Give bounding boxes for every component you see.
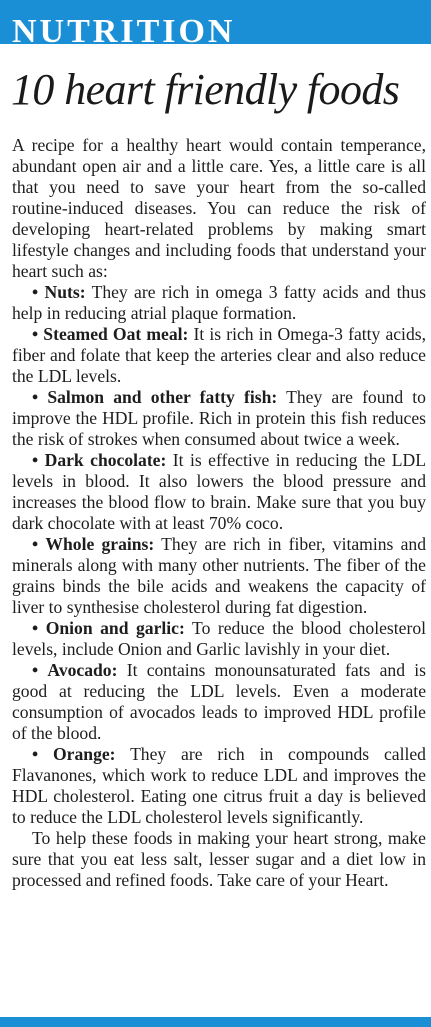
food-item-dark-chocolate — [12, 450, 426, 534]
food-item-title: Onion and garlic: — [45, 618, 185, 638]
section-label: NUTRITION — [12, 13, 236, 44]
food-item-title: Steamed Oat meal: — [43, 324, 189, 344]
food-item-title: Avocado: — [47, 660, 118, 680]
food-item-text: It contains monounsaturated fats and is good at reducing the LDL levels. Even a moderate consumption of avocados leads to improved HDL profile of the blood. — [12, 660, 426, 743]
bullet-icon: • — [32, 618, 39, 638]
food-item-oat-meal — [12, 324, 426, 387]
food-item-nuts — [12, 282, 426, 324]
bullet-icon: • — [32, 324, 39, 344]
section-header-bar — [0, 0, 431, 44]
bullet-icon: • — [32, 744, 39, 764]
food-item-text: They are rich in compounds called Flavanones, which work to reduce LDL and improves the HDL cholesterol. Eating one citrus fruit a day is believed to reduce the LDL cholesterol levels significantly. — [12, 744, 426, 827]
bullet-icon: • — [32, 534, 39, 554]
bullet-icon: • — [32, 660, 39, 680]
food-item-text: They are rich in fiber, vitamins and minerals along with many other nutrients. The fiber of the grains binds the bile acids and weakens the capacity of liver to synthesise cholesterol during fat digestion. — [12, 534, 426, 617]
food-item-title: Dark chocolate: — [44, 450, 167, 470]
article-intro: A recipe for a healthy heart would contain temperance, abundant open air and a little care. Yes, a little care is all that you need to save your heart from the so-called routine-induced diseases. You can reduce the risk of developing heart-related problems by making smart lifestyle changes and including foods that understand your heart such as: — [12, 135, 426, 281]
food-item-onion-garlic — [12, 618, 426, 660]
food-item-title: Salmon and other fatty fish: — [47, 387, 278, 407]
food-item-fatty-fish — [12, 387, 426, 450]
food-item-text: They are found to improve the HDL profile. Rich in protein this fish reduces the risk of strokes when consumed about twice a week. — [12, 387, 426, 449]
food-item-title: Orange: — [53, 744, 116, 764]
food-item-orange — [12, 744, 426, 828]
food-item-title: Nuts: — [44, 282, 86, 302]
bullet-icon: • — [32, 387, 39, 407]
food-item-text: It is rich in Omega-3 fatty acids, fiber and folate that keep the arteries clear and also reduce the LDL levels. — [12, 324, 426, 386]
article-closing: To help these foods in making your heart strong, make sure that you eat less salt, lesser sugar and a diet low in processed and refined foods. Take care of your Heart. — [12, 828, 426, 890]
food-item-text: To reduce the blood cholesterol levels, include Onion and Garlic lavishly in your diet. — [12, 618, 427, 659]
food-item-avocado — [12, 660, 426, 744]
food-item-text: They are rich in omega 3 fatty acids and thus help in reducing atrial plaque formation. — [12, 282, 426, 323]
food-item-text: It is effective in reducing the LDL levels in blood. It also lowers the blood pressure and increases the blood flow to brain. Make sure that you buy dark chocolate with at least 70% coco. — [12, 450, 427, 533]
article-body — [12, 135, 426, 891]
article-headline: 10 heart friendly foods — [11, 65, 400, 114]
food-item-title: Whole grains: — [45, 534, 155, 554]
bullet-icon: • — [32, 282, 39, 302]
bullet-icon: • — [32, 450, 39, 470]
food-item-whole-grains — [12, 534, 426, 618]
bottom-accent-bar — [0, 1017, 431, 1027]
